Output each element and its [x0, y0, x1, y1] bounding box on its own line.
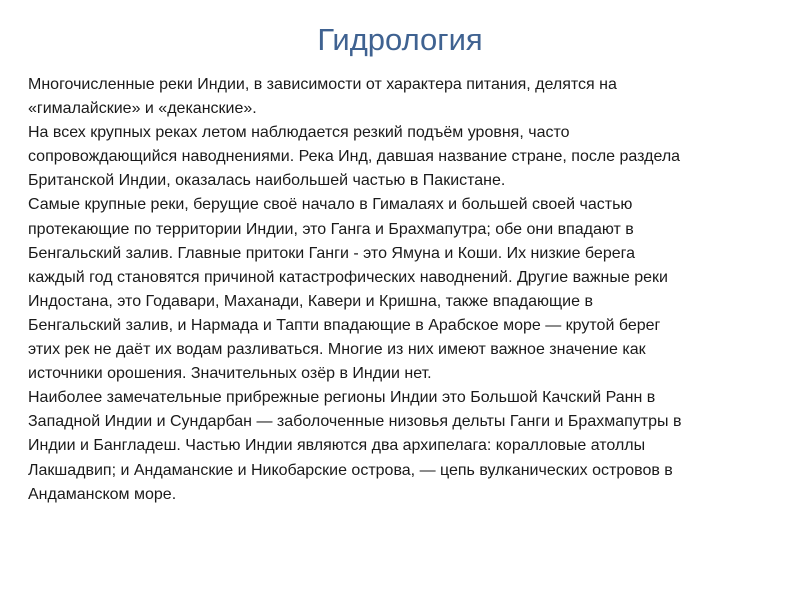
text-line: Андаманском море. [28, 485, 177, 503]
text-line: Наиболее замечательные прибрежные регионы Индии это Большой Качский Ранн в [28, 389, 656, 407]
text-line: каждый год становятся причиной катастрофических наводнений. Другие важные реки [28, 268, 668, 286]
text-line: источники орошения. Значительных озёр в Индии нет. [28, 365, 432, 383]
text-line: Лакшадвип; и Андаманские и Никобарские острова, — цепь вулканических островов в [28, 461, 673, 479]
text-line: Самые крупные реки, берущие своё начало в Гималаях и большей своей частью [28, 196, 633, 214]
text-line: Западной Индии и Сундарбан — заболоченные низовья дельты Ганги и Брахмапутры в [28, 413, 682, 431]
text-line: «гималайские» и «деканские». [28, 100, 257, 118]
text-line: Многочисленные реки Индии, в зависимости от характера питания, делятся на [28, 76, 617, 93]
slide-title: Гидрология [317, 22, 483, 57]
text-line: Бенгальский залив, и Нармада и Тапти впадающие в Арабское море — крутой берег [28, 316, 661, 334]
text-line: сопровождающийся наводнениями. Река Инд, давшая название стране, после раздела [28, 148, 681, 166]
slide-body-text [28, 73, 780, 507]
text-line: протекающие по территории Индии, это Ганга и Брахмапутра; обе они впадают в [28, 220, 634, 238]
text-line: На всех крупных реках летом наблюдается резкий подъём уровня, часто [28, 124, 570, 142]
text-line: Британской Индии, оказалась наибольшей частью в Пакистане. [28, 172, 506, 190]
text-line: Бенгальский залив. Главные притоки Ганги - это Ямуна и Коши. Их низкие берега [28, 244, 635, 262]
text-line: этих рек не даёт их водам разливаться. Многие из них имеют важное значение как [28, 341, 646, 359]
text-line: Индостана, это Годавари, Маханади, Кавери и Кришна, также впадающие в [28, 292, 593, 310]
text-line: Индии и Бангладеш. Частью Индии являются два архипелага: коралловые атоллы [28, 437, 646, 455]
